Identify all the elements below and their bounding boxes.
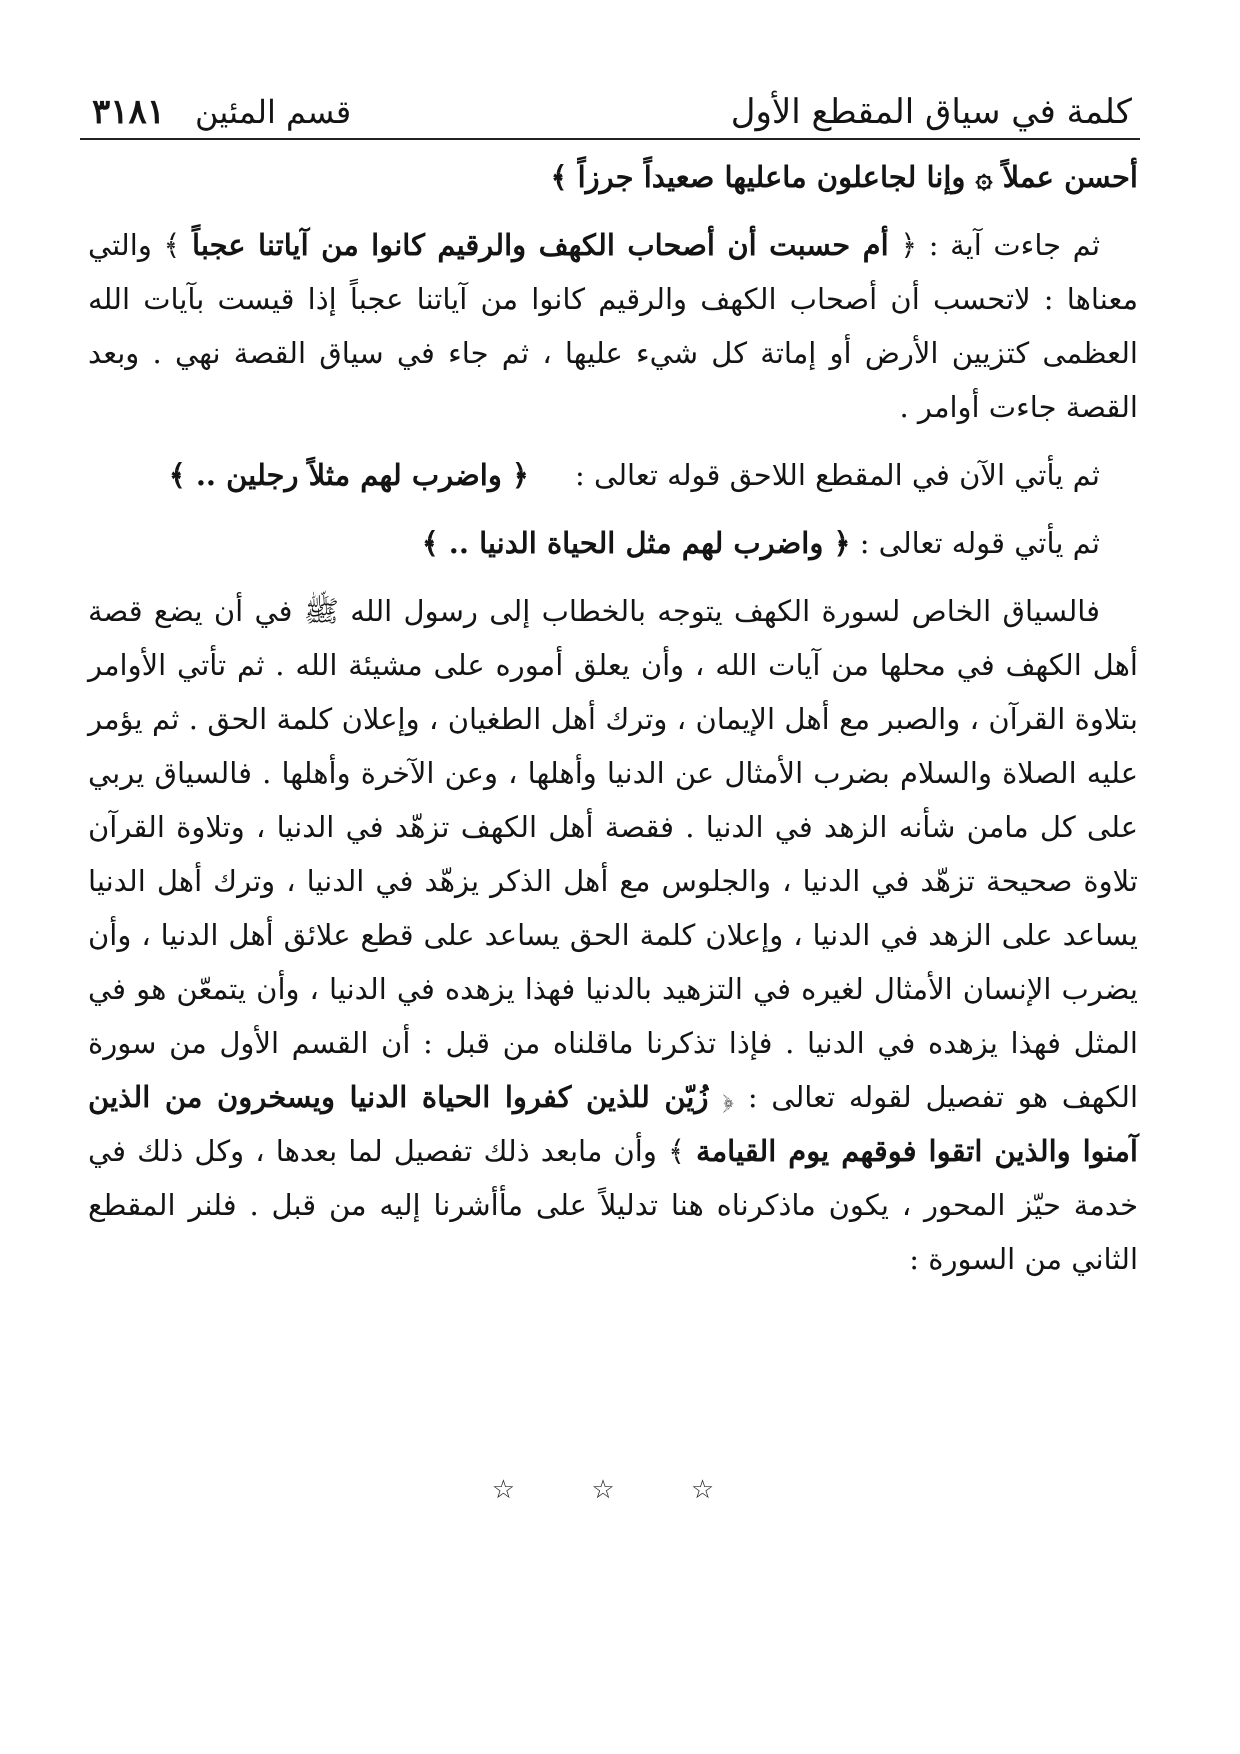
body-text [88, 150, 1138, 1286]
p5-verse: زُيّن للذين كفروا الحياة الدنيا ويسخرون من الذين آمنوا والذين اتقوا فوقهم يوم القيامة [88, 1080, 1138, 1168]
paragraph-next-section [88, 448, 1138, 502]
section-label: قسم المئين [195, 93, 352, 131]
p4-verse: ﴿ واضرب لهم مثل الحياة الدنيا .. ﴾ [421, 526, 851, 560]
p5-part1: فالسياق الخاص لسورة الكهف يتوجه بالخطاب إلى رسول الله ﷺ في أن يضع قصة أهل الكهف في محلها من آيات الله ، وأن يعلق أموره على مشيئة الله . ثم تأتي الأوامر بتلاوة القرآن ، والصبر مع أهل الإيمان ، وترك أهل الطغيان ، وإعلان كلمة الحق . ثم يؤمر عليه الصلاة والسلام بضرب الأمثال عن الدنيا وأهلها ، وعن الآخرة وأهلها . فالسياق يربي على كل مامن شأنه الزهد في الدنيا . فقصة أهل الكهف تزهّد في الدنيا ، وتلاوة القرآن تلاوة صحيحة تزهّد في الدنيا ، والجلوس مع أهل الذكر يزهّد في الدنيا ، وترك أهل الدنيا يساعد على الزهد في الدنيا ، وإعلان كلمة الحق يساعد على قطع علائق أهل الدنيا ، وأن يضرب الإنسان الأمثال لغيره في التزهيد بالدنيا فهذا يزهده في الدنيا ، وأن يتمعّن هو في المثل فهذا يزهده في الدنيا . فإذا تذكرنا ماقلناه من قبل : أن القسم الأول من سورة الكهف هو تفصيل لقوله تعالى : ﴿ [88, 594, 1139, 1114]
p3-verse: ﴿ واضرب لهم مثلاً رجلين .. ﴾ [168, 458, 529, 492]
p2-rest: والتي معناها : لاتحسب أن أصحاب الكهف والرقيم كانوا من آياتنا عجباً إذا قيست بآيات الله العظمى كتزيين الأرض أو إماتة كل شيء عليها ، ثم جاء في سياق القصة نهي . وبعد القصة جاءت أوامر . [88, 228, 1138, 424]
paragraph-cave-verse [88, 218, 1138, 434]
page-info [92, 92, 351, 132]
p3-intro: ثم يأتي الآن في المقطع اللاحق قوله تعالى : [575, 458, 1100, 492]
verse-continuation: أحسن عملاً ۞ وإنا لجاعلون ماعليها صعيداً جرزاً ﴾ [550, 160, 1138, 194]
paragraph-context [88, 584, 1138, 1286]
p2-close: ﴾ [163, 228, 181, 262]
page-number: ٣١٨١ [92, 92, 166, 132]
chapter-title: كلمة في سياق المقطع الأول [730, 92, 1132, 132]
p4-intro: ثم يأتي قوله تعالى : [859, 526, 1100, 560]
section-end-ornament: ☆ ☆ ☆ [491, 1475, 749, 1505]
header-rule [80, 138, 1140, 140]
page-header [92, 92, 1132, 138]
paragraph-world-life [88, 516, 1138, 570]
p2-intro: ثم جاءت آية : ﴿ [900, 228, 1101, 262]
p2-verse: أم حسبت أن أصحاب الكهف والرقيم كانوا من آياتنا عجباً [191, 228, 889, 262]
p5-part2: ﴾ وأن مابعد ذلك تفصيل لما بعدها ، وكل ذلك في خدمة حيّز المحور ، يكون ماذكرناه هنا تدليلاً على مأأشرنا إليه من قبل . فلنر المقطع الثاني من السورة : [88, 1134, 1138, 1276]
